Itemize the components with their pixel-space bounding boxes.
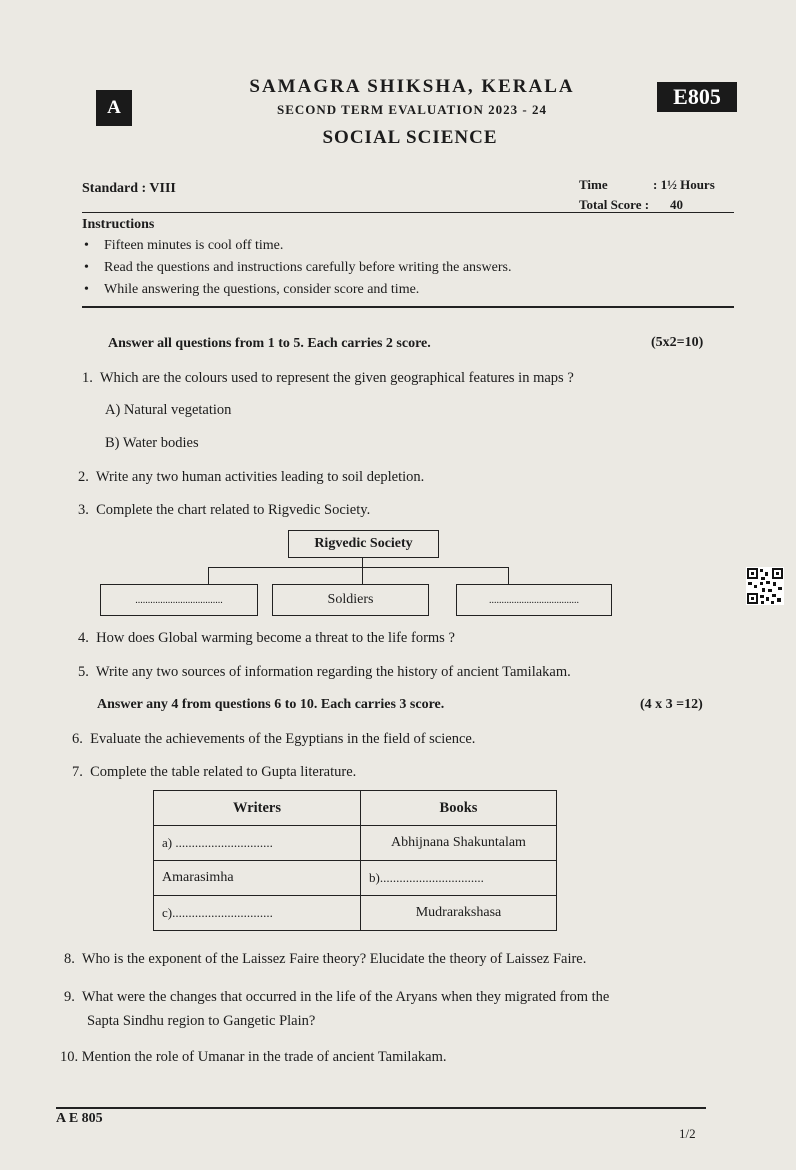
chart-connector [508, 567, 509, 584]
chart-left-box: ................................... [100, 584, 258, 616]
instruction-item: • Read the questions and instructions carefully before writing the answers. [84, 260, 512, 275]
table-row [154, 896, 557, 931]
section1-title: Answer all questions from 1 to 5. Each carries 2 score. [108, 336, 431, 351]
section2-title: Answer any 4 from questions 6 to 10. Each carries 3 score. [97, 697, 445, 712]
standard-label: Standard : VIII [82, 181, 176, 196]
column-header-writers: Writers [154, 791, 361, 826]
question-9-continued: Sapta Sindhu region to Gangetic Plain? [87, 1013, 316, 1029]
table-row [154, 861, 557, 896]
chart-right-box: .................................... [456, 584, 612, 616]
question-3: 3. Complete the chart related to Rigvedic Society. [78, 502, 371, 518]
question-1-option-a: A) Natural vegetation [105, 402, 232, 418]
question-7: 7. Complete the table related to Gupta literature. [72, 764, 357, 780]
instruction-item: • While answering the questions, consider score and time. [84, 282, 420, 297]
table-row [154, 826, 557, 861]
question-2: 2. Write any two human activities leading to soil depletion. [78, 469, 425, 485]
header-divider [82, 212, 734, 213]
question-1: 1. Which are the colours used to represent the given geographical features in maps ? [82, 370, 574, 386]
instructions-title: Instructions [82, 217, 155, 232]
footer-divider [56, 1107, 706, 1109]
chart-middle-box: Soldiers [272, 584, 429, 616]
paper-code-badge: E805 [657, 82, 737, 112]
gupta-literature-table [153, 790, 557, 931]
question-4: 4. How does Global warming become a threat to the life forms ? [78, 630, 455, 646]
total-score-value: 40 [670, 197, 683, 212]
table-header-row [154, 791, 557, 826]
time-label: Time [579, 177, 608, 192]
question-9: 9. What were the changes that occurred in the life of the Aryans when they migrated from the [64, 989, 610, 1005]
table-cell: c)............................... [154, 896, 361, 931]
chart-connector [208, 567, 509, 568]
section1-marks: (5x2=10) [651, 335, 704, 350]
table-cell: Mudrarakshasa [361, 896, 557, 931]
column-header-books: Books [361, 791, 557, 826]
table-cell: Amarasimha [154, 861, 361, 896]
footer-paper-code: A E 805 [56, 1111, 103, 1126]
question-1-option-b: B) Water bodies [105, 435, 199, 451]
question-5: 5. Write any two sources of information regarding the history of ancient Tamilakam. [78, 664, 571, 680]
question-8: 8. Who is the exponent of the Laissez Faire theory? Elucidate the theory of Laissez Faire. [64, 951, 587, 967]
section2-marks: (4 x 3 =12) [640, 697, 703, 712]
subject-title: SOCIAL SCIENCE [322, 127, 498, 148]
instruction-item: • Fifteen minutes is cool off time. [84, 238, 284, 253]
question-10: 10. Mention the role of Umanar in the trade of ancient Tamilakam. [60, 1049, 447, 1065]
table-cell: Abhijnana Shakuntalam [361, 826, 557, 861]
set-label-badge: A [96, 90, 132, 126]
exam-title: SECOND TERM EVALUATION 2023 - 24 [276, 102, 547, 117]
qr-code-icon [746, 567, 784, 605]
total-score-label: Total Score : [579, 197, 650, 212]
table-cell: a) .............................. [154, 826, 361, 861]
chart-connector [208, 567, 209, 584]
organization-title: SAMAGRA SHIKSHA, KERALA [249, 76, 575, 97]
chart-connector [362, 567, 363, 584]
question-6: 6. Evaluate the achievements of the Egyptians in the field of science. [72, 731, 476, 747]
chart-root-box: Rigvedic Society [288, 530, 439, 558]
table-cell: b)................................ [361, 861, 557, 896]
instructions-divider [82, 306, 734, 308]
page-number: 1/2 [679, 1126, 696, 1141]
time-value: : 1½ Hours [653, 177, 715, 192]
